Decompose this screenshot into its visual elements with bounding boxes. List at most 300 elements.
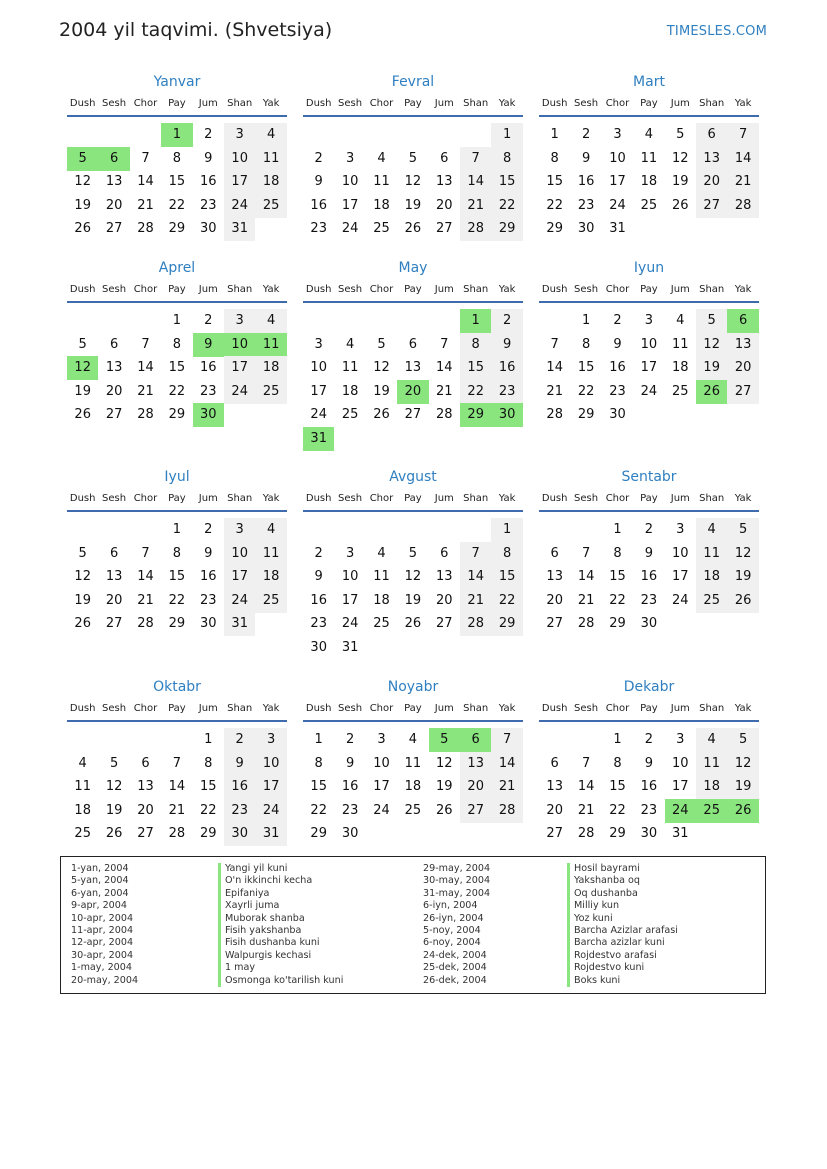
day-cell: 18 — [74, 802, 91, 818]
day-cell: 23 — [200, 383, 217, 399]
day-cell: 16 — [310, 592, 327, 608]
day-cell: 30 — [224, 822, 255, 846]
weekday-label: Jum — [670, 493, 690, 504]
day-cell: 25 — [672, 383, 689, 399]
weekday-label: Pay — [404, 703, 422, 714]
day-cell: 21 — [137, 197, 154, 213]
legend-holiday-name: Walpurgis kechasi — [218, 950, 343, 962]
weekday-label: Chor — [605, 703, 630, 714]
day-cell: 28 — [137, 616, 154, 632]
legend-date: 26-dek, 2004 — [423, 974, 487, 986]
weekday-label: Jum — [670, 703, 690, 714]
day-cell: 2 — [204, 127, 213, 142]
day-cell: 27 — [696, 194, 727, 218]
legend-date: 9-apr, 2004 — [71, 900, 127, 912]
weekday-label: Yak — [734, 493, 752, 504]
month-header-divider — [539, 720, 759, 722]
day-cell: 20 — [105, 383, 123, 399]
weekday-label: Chor — [605, 98, 630, 109]
weekday-label: Shan — [699, 284, 725, 295]
day-cell: 26 — [373, 407, 390, 423]
legend-date: 6-noy, 2004 — [423, 937, 481, 949]
month-name: Noyabr — [387, 679, 439, 695]
day-cell: 6 — [98, 147, 129, 171]
day-cell: 15 — [577, 360, 595, 376]
day-cell: 12 — [105, 779, 123, 795]
weekday-label: Pay — [640, 493, 658, 504]
weekday-label: Dush — [305, 98, 332, 109]
legend-holiday-name: Epifaniya — [218, 888, 343, 900]
day-cell: 5 — [67, 147, 98, 171]
day-cell: 9 — [491, 333, 522, 357]
day-cell: 11 — [373, 569, 390, 585]
day-cell: 8 — [172, 150, 182, 166]
weekday-label: Pay — [640, 284, 658, 295]
day-cell: 18 — [404, 779, 422, 795]
day-cell: 10 — [609, 150, 626, 166]
weekday-label: Pay — [168, 98, 186, 109]
day-cell: 6 — [440, 545, 449, 561]
day-cell: 3 — [224, 309, 255, 333]
day-cell: 29 — [546, 221, 563, 237]
day-cell: 16 — [224, 775, 255, 799]
day-cell: 19 — [74, 197, 91, 213]
day-cell: 15 — [609, 569, 626, 585]
weekday-label: Pay — [168, 703, 186, 714]
weekday-label: Shan — [463, 98, 489, 109]
day-cell: 16 — [609, 360, 626, 376]
day-cell: 10 — [255, 752, 286, 776]
day-cell: 12 — [74, 174, 91, 190]
day-cell: 28 — [137, 407, 154, 423]
legend-holiday-name: Hosil bayrami — [567, 863, 678, 875]
day-cell: 25 — [640, 197, 658, 213]
day-cell: 15 — [200, 779, 217, 795]
day-cell: 3 — [345, 545, 355, 561]
day-cell: 31 — [255, 822, 286, 846]
weekday-label: Chor — [369, 493, 394, 504]
legend-holiday-name: Fisih yakshanba — [218, 925, 343, 937]
page-title: 2004 yil taqvimi. (Shvetsiya) — [59, 19, 333, 41]
day-cell: 22 — [200, 802, 217, 818]
day-cell: 18 — [696, 775, 727, 799]
month-header-divider — [67, 510, 287, 512]
month-header-divider — [67, 301, 287, 303]
day-cell: 26 — [404, 221, 422, 237]
weekday-label: Yak — [262, 703, 280, 714]
day-cell: 18 — [696, 565, 727, 589]
day-cell: 31 — [341, 640, 359, 655]
day-cell: 13 — [546, 779, 563, 795]
day-cell: 9 — [613, 336, 622, 352]
day-cell: 22 — [168, 197, 186, 213]
day-cell: 1 — [204, 732, 213, 747]
day-cell: 19 — [727, 565, 758, 589]
weekday-label: Shan — [227, 703, 253, 714]
day-cell: 5 — [429, 728, 460, 752]
weekday-label: Sesh — [338, 284, 363, 295]
day-cell: 27 — [105, 221, 123, 237]
month-name: May — [398, 260, 428, 276]
weekday-label: Jum — [198, 98, 218, 109]
weekday-label: Yak — [734, 98, 752, 109]
weekday-label: Pay — [404, 284, 422, 295]
day-cell: 11 — [404, 755, 422, 771]
day-cell: 25 — [696, 589, 727, 613]
day-cell: 30 — [609, 407, 626, 423]
day-cell: 6 — [141, 755, 150, 771]
day-cell: 3 — [224, 518, 255, 542]
day-cell: 3 — [255, 728, 286, 752]
day-cell: 2 — [204, 522, 213, 537]
day-cell: 7 — [141, 336, 150, 352]
day-cell: 29 — [460, 403, 491, 427]
day-cell: 9 — [314, 569, 323, 585]
day-cell: 24 — [672, 592, 689, 608]
site-logo-link[interactable]: TIMESLES.COM — [666, 24, 767, 39]
day-cell: 20 — [436, 197, 453, 213]
day-cell: 24 — [255, 799, 286, 823]
day-cell: 17 — [672, 779, 689, 795]
day-cell: 10 — [224, 542, 255, 566]
weekday-label: Jum — [198, 493, 218, 504]
day-cell: 26 — [727, 799, 758, 823]
month-header-divider — [303, 301, 523, 303]
day-cell: 15 — [168, 174, 186, 190]
day-cell: 11 — [74, 779, 91, 795]
weekday-label: Sesh — [574, 703, 599, 714]
month-name: Fevral — [391, 74, 435, 90]
day-cell: 24 — [341, 616, 359, 632]
day-cell: 15 — [168, 360, 186, 376]
day-cell: 14 — [168, 779, 186, 795]
day-cell: 19 — [696, 356, 727, 380]
day-cell: 20 — [696, 170, 727, 194]
day-cell: 3 — [314, 336, 323, 352]
day-cell: 28 — [546, 407, 563, 423]
day-cell: 6 — [696, 123, 727, 147]
day-cell: 26 — [672, 197, 689, 213]
day-cell: 10 — [640, 336, 658, 352]
day-cell: 22 — [577, 383, 595, 399]
day-cell: 10 — [224, 333, 255, 357]
day-cell: 2 — [314, 150, 323, 166]
day-cell: 13 — [460, 752, 491, 776]
day-cell: 27 — [546, 616, 563, 632]
day-cell: 29 — [168, 616, 186, 632]
day-cell: 17 — [341, 592, 359, 608]
day-cell: 17 — [224, 565, 255, 589]
weekday-label: Dush — [541, 493, 568, 504]
day-cell: 14 — [491, 752, 522, 776]
day-cell: 8 — [613, 545, 622, 561]
weekday-label: Jum — [434, 284, 454, 295]
day-cell: 25 — [255, 380, 286, 404]
day-cell: 14 — [577, 779, 595, 795]
weekday-label: Dush — [69, 493, 96, 504]
day-cell: 11 — [696, 752, 727, 776]
day-cell: 2 — [204, 313, 213, 328]
day-cell: 1 — [161, 123, 192, 147]
legend-holiday-name: Yangi yil kuni — [218, 863, 343, 875]
day-cell: 27 — [105, 407, 123, 423]
weekday-label: Dush — [305, 703, 332, 714]
day-cell: 30 — [491, 403, 522, 427]
day-cell: 11 — [255, 147, 286, 171]
day-cell: 31 — [609, 221, 626, 237]
legend-date: 30-may, 2004 — [423, 875, 491, 887]
day-cell: 3 — [676, 522, 685, 537]
day-cell: 9 — [581, 150, 591, 166]
day-cell: 13 — [105, 360, 123, 376]
day-cell: 21 — [436, 383, 453, 399]
day-cell: 14 — [577, 569, 595, 585]
weekday-label: Shan — [699, 493, 725, 504]
weekday-label: Sesh — [102, 493, 127, 504]
day-cell: 30 — [193, 403, 224, 427]
weekday-label: Dush — [305, 284, 332, 295]
day-cell: 23 — [491, 380, 522, 404]
day-cell: 30 — [200, 616, 217, 632]
day-cell: 4 — [255, 309, 286, 333]
legend-date: 10-apr, 2004 — [71, 912, 134, 924]
weekday-label: Yak — [734, 284, 752, 295]
day-cell: 26 — [727, 589, 758, 613]
day-cell: 16 — [200, 360, 217, 376]
legend-holiday-name: O'n ikkinchi kecha — [218, 875, 343, 887]
day-cell: 6 — [550, 545, 559, 561]
day-cell: 7 — [581, 545, 591, 561]
day-cell: 11 — [255, 333, 286, 357]
day-cell: 14 — [137, 360, 154, 376]
day-cell: 12 — [74, 569, 91, 585]
day-cell: 2 — [613, 313, 622, 328]
day-cell: 8 — [172, 336, 182, 352]
day-cell: 8 — [491, 147, 522, 171]
day-cell: 16 — [491, 356, 522, 380]
weekday-label: Sesh — [574, 284, 599, 295]
day-cell: 17 — [609, 174, 626, 190]
legend-names-column-2 — [567, 863, 678, 987]
day-cell: 2 — [345, 732, 355, 747]
day-cell: 28 — [727, 194, 758, 218]
day-cell: 10 — [373, 755, 390, 771]
legend-date: 5-yan, 2004 — [71, 875, 129, 887]
day-cell: 14 — [546, 360, 563, 376]
day-cell: 5 — [676, 127, 685, 142]
day-cell: 17 — [672, 569, 689, 585]
month-header-divider — [67, 115, 287, 117]
day-cell: 18 — [341, 383, 359, 399]
day-cell: 23 — [200, 197, 217, 213]
day-cell: 2 — [314, 545, 323, 561]
day-cell: 24 — [341, 221, 359, 237]
day-cell: 9 — [193, 333, 224, 357]
day-cell: 10 — [672, 545, 689, 561]
day-cell: 13 — [727, 333, 758, 357]
weekday-label: Jum — [670, 98, 690, 109]
weekday-label: Dush — [69, 98, 96, 109]
day-cell: 23 — [310, 221, 327, 237]
day-cell: 29 — [168, 407, 186, 423]
day-cell: 1 — [491, 518, 522, 542]
month-name: Iyul — [164, 469, 190, 485]
day-cell: 21 — [460, 194, 491, 218]
day-cell: 22 — [609, 592, 626, 608]
weekday-label: Sesh — [338, 493, 363, 504]
day-cell: 7 — [440, 336, 449, 352]
day-cell: 1 — [613, 732, 622, 747]
day-cell: 6 — [408, 336, 418, 352]
day-cell: 27 — [105, 616, 123, 632]
day-cell: 27 — [546, 826, 563, 842]
weekday-label: Yak — [262, 493, 280, 504]
day-cell: 16 — [640, 779, 658, 795]
day-cell: 8 — [314, 755, 323, 771]
legend-names-column-1 — [218, 863, 343, 987]
day-cell: 19 — [373, 383, 390, 399]
day-cell: 7 — [727, 123, 758, 147]
legend-date: 1-yan, 2004 — [71, 863, 129, 874]
day-cell: 7 — [141, 545, 150, 561]
day-cell: 30 — [577, 221, 595, 237]
day-cell: 6 — [109, 336, 119, 352]
legend-date: 31-may, 2004 — [423, 887, 491, 899]
day-cell: 25 — [74, 826, 91, 842]
day-cell: 13 — [404, 360, 422, 376]
weekday-label: Sesh — [338, 703, 363, 714]
day-cell: 27 — [727, 380, 758, 404]
legend-holiday-name: Barcha Azizlar arafasi — [567, 925, 678, 937]
day-cell: 14 — [137, 174, 154, 190]
day-cell: 18 — [373, 592, 390, 608]
day-cell: 23 — [640, 802, 658, 818]
day-cell: 19 — [404, 197, 422, 213]
legend-holiday-name: Rojdestvo arafasi — [567, 950, 678, 962]
day-cell: 7 — [581, 755, 591, 771]
day-cell: 17 — [224, 170, 255, 194]
day-cell: 15 — [491, 170, 522, 194]
weekday-label: Chor — [369, 703, 394, 714]
day-cell: 27 — [436, 221, 453, 237]
month-name: Sentabr — [621, 469, 677, 485]
day-cell: 24 — [609, 197, 626, 213]
day-cell: 10 — [341, 174, 359, 190]
day-cell: 23 — [577, 197, 595, 213]
day-cell: 14 — [436, 360, 453, 376]
weekday-label: Shan — [699, 703, 725, 714]
day-cell: 26 — [74, 407, 91, 423]
weekday-label: Dush — [305, 493, 332, 504]
day-cell: 27 — [404, 407, 422, 423]
day-cell: 14 — [460, 170, 491, 194]
day-cell: 4 — [345, 336, 355, 352]
day-cell: 11 — [255, 542, 286, 566]
weekday-label: Pay — [404, 98, 422, 109]
legend-holiday-name: Rojdestvo kuni — [567, 962, 678, 974]
day-cell: 30 — [341, 826, 359, 842]
day-cell: 28 — [491, 799, 522, 823]
day-cell: 29 — [577, 407, 595, 423]
weekday-label: Jum — [434, 703, 454, 714]
month-header-divider — [303, 510, 523, 512]
day-cell: 3 — [613, 127, 622, 142]
day-cell: 4 — [696, 518, 727, 542]
day-cell: 22 — [609, 802, 626, 818]
day-cell: 29 — [310, 826, 327, 842]
day-cell: 17 — [640, 360, 658, 376]
legend-holiday-name: Milliy kun — [567, 900, 678, 912]
day-cell: 20 — [727, 356, 758, 380]
day-cell: 23 — [200, 592, 217, 608]
weekday-label: Sesh — [338, 98, 363, 109]
weekday-label: Sesh — [102, 284, 127, 295]
legend-holiday-name: Boks kuni — [567, 975, 678, 987]
day-cell: 12 — [696, 333, 727, 357]
day-cell: 25 — [404, 802, 422, 818]
day-cell: 15 — [460, 356, 491, 380]
day-cell: 1 — [314, 732, 323, 747]
day-cell: 26 — [404, 616, 422, 632]
weekday-label: Pay — [168, 284, 186, 295]
legend-date: 6-iyn, 2004 — [423, 900, 478, 912]
day-cell: 1 — [613, 522, 622, 537]
day-cell: 15 — [168, 569, 186, 585]
day-cell: 18 — [255, 170, 286, 194]
weekday-label: Pay — [404, 493, 422, 504]
day-cell: 22 — [491, 194, 522, 218]
day-cell: 5 — [408, 545, 418, 561]
day-cell: 12 — [404, 174, 422, 190]
month-name: Oktabr — [153, 679, 201, 695]
day-cell: 8 — [460, 333, 491, 357]
day-cell: 6 — [109, 545, 119, 561]
day-cell: 22 — [168, 592, 186, 608]
day-cell: 2 — [224, 728, 255, 752]
day-cell: 1 — [581, 313, 591, 328]
day-cell: 25 — [373, 616, 390, 632]
day-cell: 24 — [373, 802, 390, 818]
weekday-label: Jum — [670, 284, 690, 295]
day-cell: 13 — [105, 174, 123, 190]
day-cell: 29 — [491, 612, 522, 636]
day-cell: 7 — [460, 542, 491, 566]
day-cell: 22 — [310, 802, 327, 818]
day-cell: 21 — [137, 592, 154, 608]
day-cell: 16 — [577, 174, 595, 190]
day-cell: 12 — [727, 542, 758, 566]
day-cell: 9 — [345, 755, 355, 771]
day-cell: 27 — [137, 826, 154, 842]
legend-date: 26-iyn, 2004 — [423, 912, 484, 924]
day-cell: 4 — [408, 732, 418, 747]
day-cell: 26 — [74, 616, 91, 632]
day-cell: 11 — [640, 150, 658, 166]
day-cell: 18 — [640, 174, 658, 190]
day-cell: 5 — [78, 336, 87, 352]
day-cell: 4 — [377, 150, 386, 166]
day-cell: 8 — [491, 542, 522, 566]
day-cell: 17 — [373, 779, 390, 795]
month-name: Iyun — [633, 260, 665, 276]
day-cell: 16 — [640, 569, 658, 585]
month-name: Mart — [633, 74, 665, 90]
day-cell: 31 — [224, 217, 255, 241]
weekday-label: Jum — [434, 493, 454, 504]
day-cell: 7 — [172, 755, 182, 771]
day-cell: 29 — [609, 616, 626, 632]
weekday-label: Shan — [227, 98, 253, 109]
